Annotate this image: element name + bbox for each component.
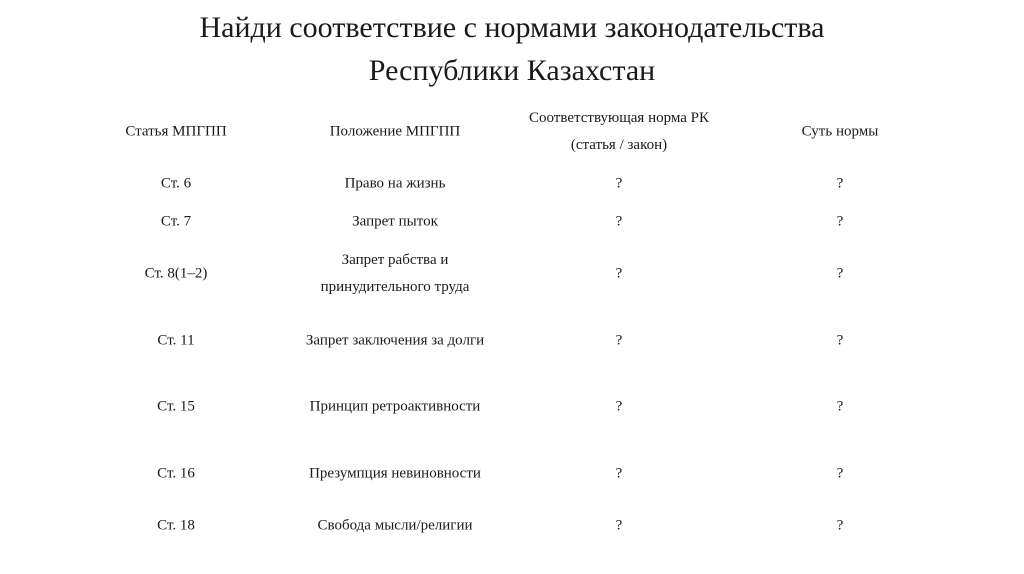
cell-provision: Презумпция невиновности [309, 465, 481, 482]
cell-norm: ? [615, 398, 623, 415]
header-essence: Суть нормы [801, 123, 879, 140]
cell-provision: Запрет заключения за долги [305, 332, 485, 349]
cell-provision-line2: принудительного труда [320, 279, 470, 295]
header-rk-norm-line1: Соответствующая норма РК [528, 110, 710, 126]
title-line-2: Республики Казахстан [368, 54, 656, 87]
title-line-1: Найди соответствие с нормами законодательства [199, 11, 825, 44]
cell-essence: ? [836, 332, 844, 349]
cell-provision-line1: Запрет рабства и [341, 252, 449, 268]
cell-article: Ст. 11 [157, 332, 195, 349]
slide-title [0, 6, 1024, 92]
cell-essence: ? [836, 398, 844, 415]
cell-norm: ? [615, 517, 623, 534]
cell-essence: ? [836, 213, 844, 230]
header-rk-norm [529, 105, 709, 159]
cell-article: Ст. 18 [157, 517, 195, 534]
cell-provision: Право на жизнь [344, 175, 446, 192]
cell-essence: ? [836, 175, 844, 192]
cell-article: Ст. 15 [157, 398, 195, 415]
cell-provision: Запрет пыток [352, 213, 438, 230]
cell-provision: Свобода мысли/религии [317, 517, 473, 534]
cell-article: Ст. 6 [160, 175, 192, 192]
cell-article: Ст. 16 [157, 465, 195, 482]
cell-norm: ? [615, 332, 623, 349]
cell-provision: Принцип ретроактивности [309, 398, 481, 415]
header-article: Статья МПГПП [125, 123, 227, 140]
cell-essence: ? [836, 517, 844, 534]
cell-norm: ? [615, 465, 623, 482]
cell-norm: ? [615, 175, 623, 192]
cell-article: Ст. 8(1–2) [144, 265, 208, 282]
cell-essence: ? [836, 265, 844, 282]
cell-article: Ст. 7 [160, 213, 192, 230]
cell-norm: ? [615, 213, 623, 230]
cell-norm: ? [615, 265, 623, 282]
header-provision: Положение МПГПП [329, 123, 461, 140]
header-rk-norm-line2: (статья / закон) [570, 137, 668, 153]
cell-essence: ? [836, 465, 844, 482]
cell-provision [321, 247, 470, 301]
